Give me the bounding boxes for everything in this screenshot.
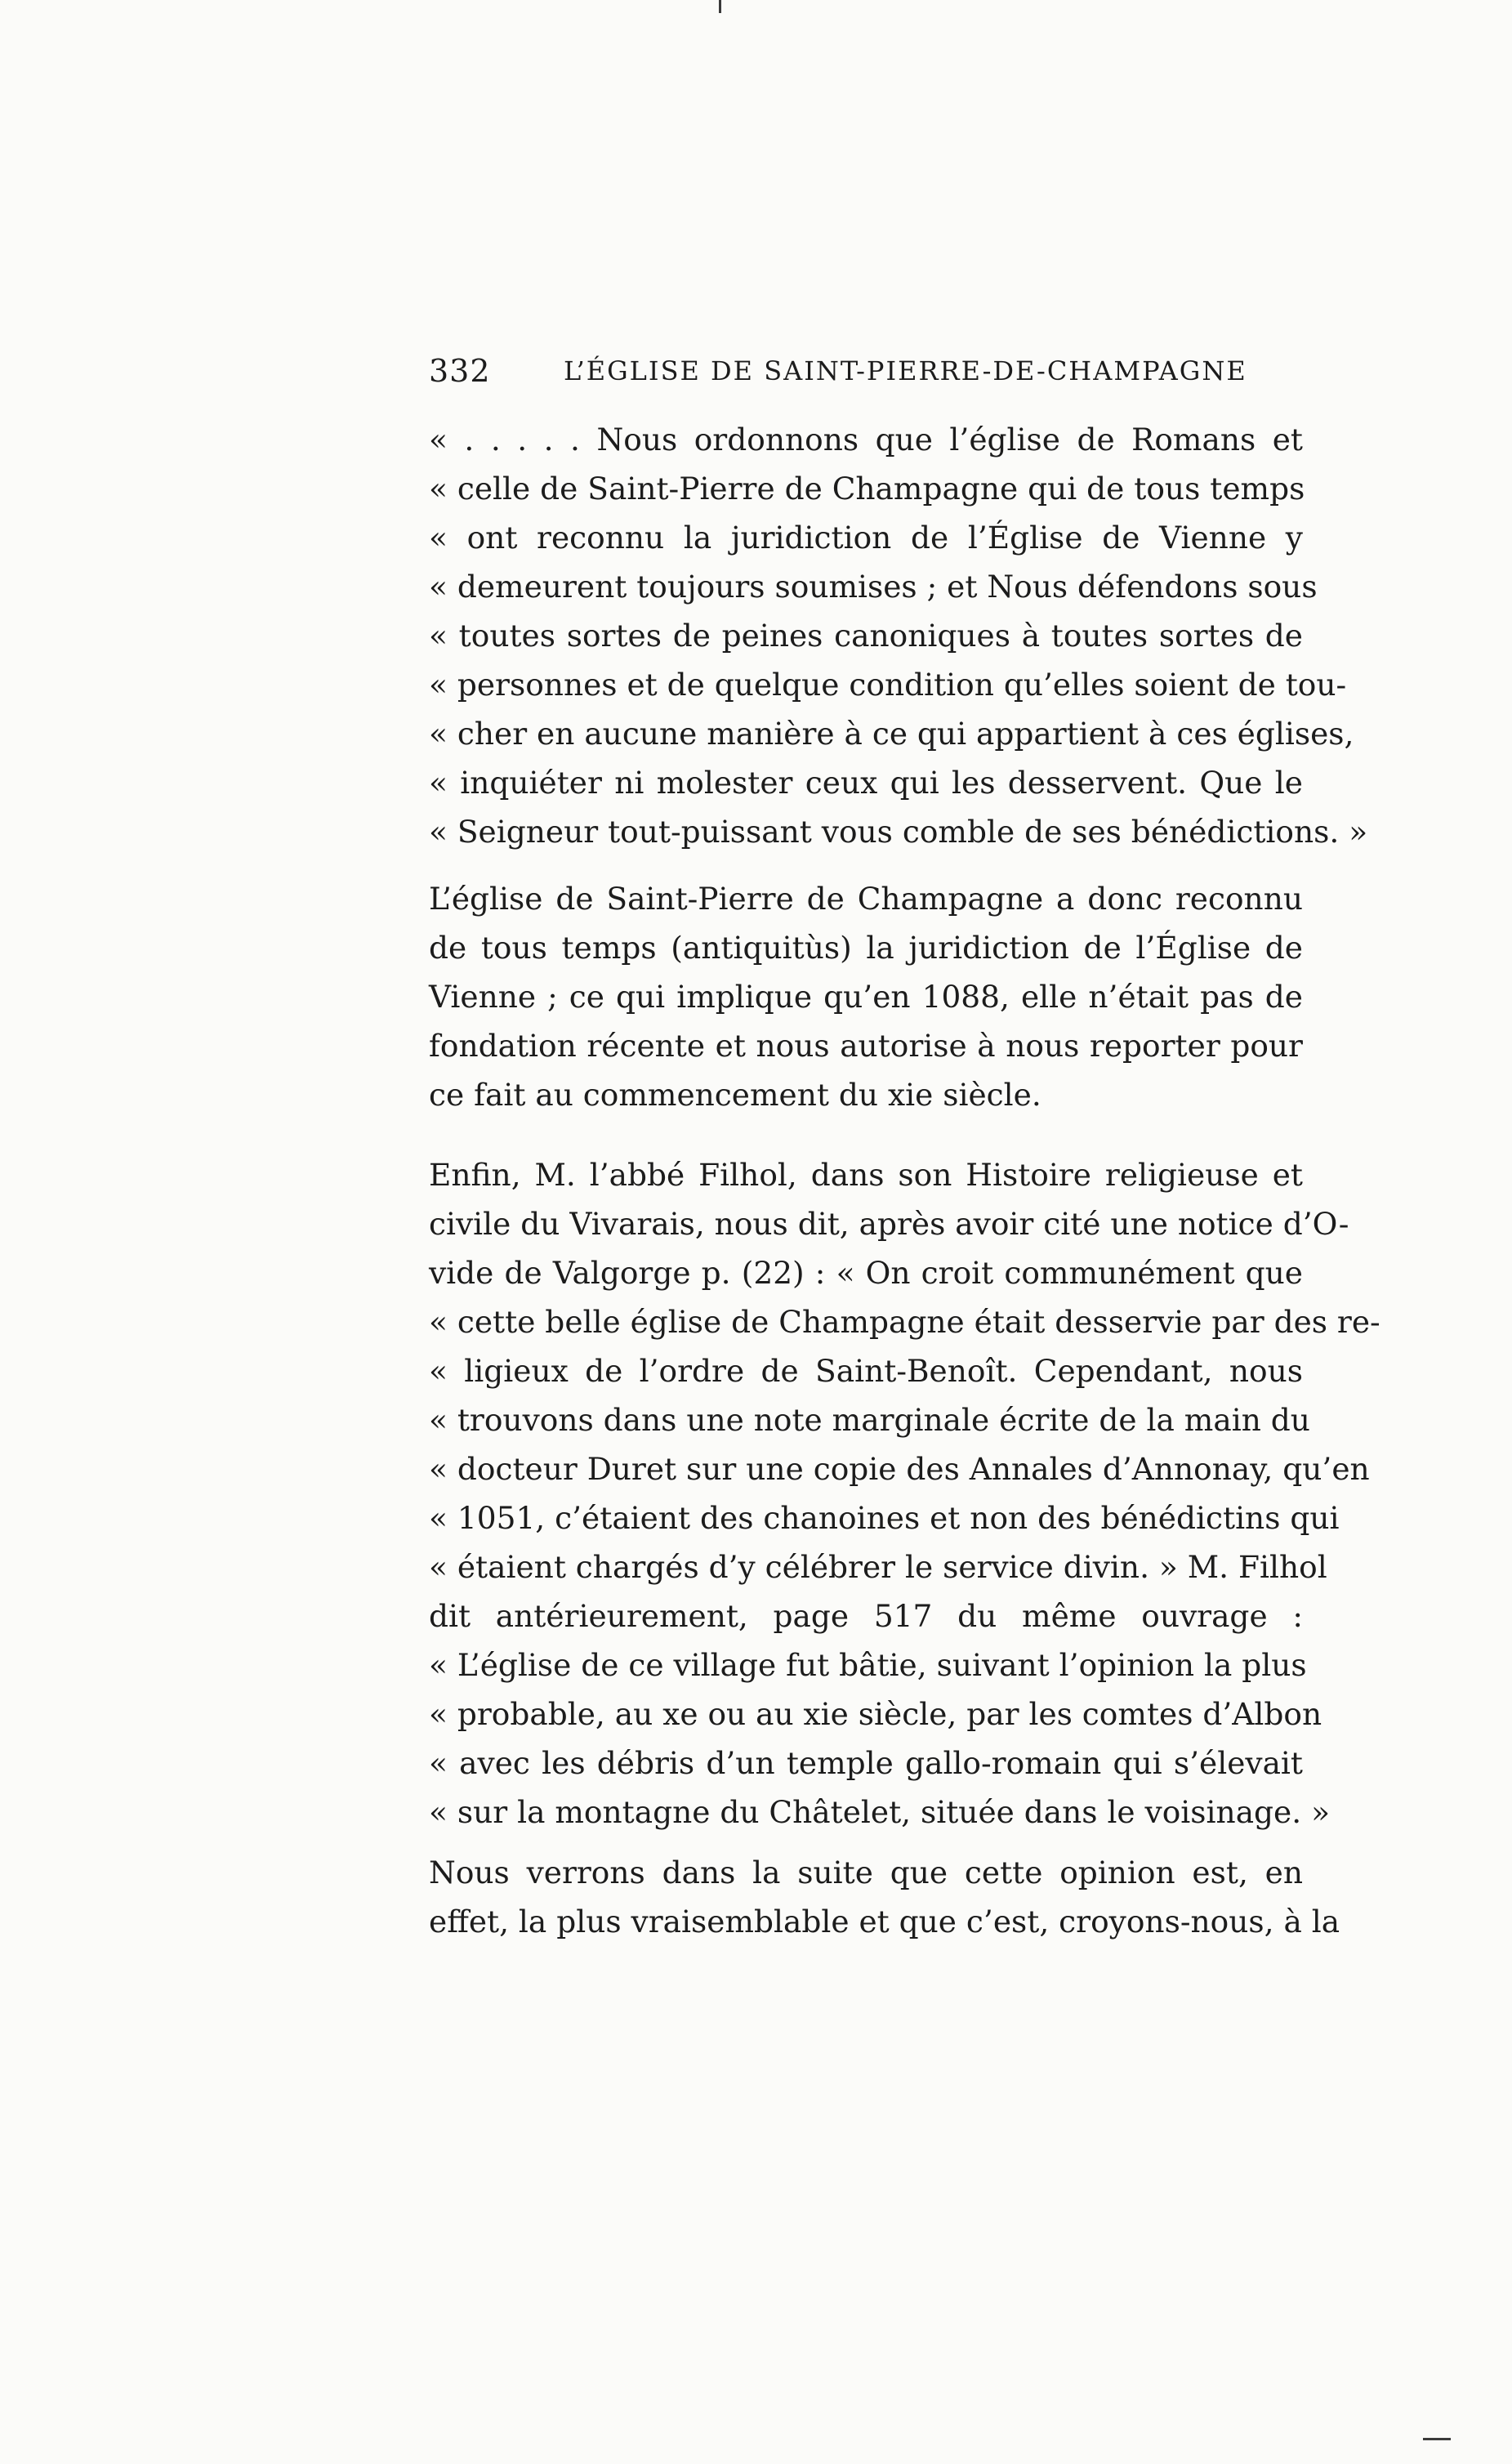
paragraph-papal-quote — [429, 415, 1368, 856]
page-number: 332 — [429, 353, 491, 389]
text-line: « ont reconnu la juridiction de l’Église de Vienne y — [429, 520, 1303, 556]
page-header — [429, 353, 1327, 394]
text-line: « cette belle église de Champagne était desservie par des re- — [429, 1304, 1380, 1340]
text-line: Enfin, M. l’abbé Filhol, dans son Histoire religieuse et — [429, 1157, 1303, 1193]
text-line: « toutes sortes de peines canoniques à toutes sortes de — [429, 618, 1303, 654]
text-line: « . . . . . Nous ordonnons que l’église de Romans et — [429, 422, 1303, 458]
text-line: Vienne ; ce qui implique qu’en 1088, elle n’était pas de — [429, 979, 1303, 1015]
text-line: « cher en aucune manière à ce qui appartient à ces églises, — [429, 716, 1354, 752]
text-line: « demeurent toujours soumises ; et Nous défendons sous — [429, 569, 1318, 605]
text-line: « sur la montagne du Châtelet, située dans le voisinage. » — [429, 1794, 1331, 1830]
running-title: L’ÉGLISE DE SAINT-PIERRE-DE-CHAMPAGNE — [564, 355, 1247, 386]
text-line: fondation récente et nous autorise à nous reporter pour — [429, 1028, 1303, 1064]
text-line: L’église de Saint-Pierre de Champagne a donc reconnu — [429, 881, 1303, 917]
text-line: « avec les débris d’un temple gallo-romain qui s’élevait — [429, 1745, 1303, 1781]
text-line: vide de Valgorge p. (22) : « On croit communément que — [429, 1255, 1303, 1291]
text-line: « docteur Duret sur une copie des Annales d’Annonay, qu’en — [429, 1451, 1370, 1487]
text-line: « L’église de ce village fut bâtie, suivant l’opinion la plus — [429, 1647, 1307, 1683]
text-line: civile du Vivarais, nous dit, après avoir cité une notice d’O- — [429, 1206, 1349, 1242]
text-line: « inquiéter ni molester ceux qui les desservent. Que le — [429, 765, 1303, 801]
scan-mark — [1423, 2438, 1451, 2440]
paragraph-jurisdiction — [429, 874, 1303, 1119]
paragraph-conclusion — [429, 1848, 1340, 1946]
text-line: « étaient chargés d’y célébrer le service divin. » M. Filhol — [429, 1549, 1327, 1585]
text-line: effet, la plus vraisemblable et que c’est, croyons-nous, à la — [429, 1904, 1340, 1940]
paragraph-filhol — [429, 1150, 1380, 1837]
text-line: « personnes et de quelque condition qu’elles soient de tou- — [429, 667, 1347, 703]
text-line: « 1051, c’étaient des chanoines et non des bénédictins qui — [429, 1500, 1340, 1536]
text-line: « ligieux de l’ordre de Saint-Benoît. Cependant, nous — [429, 1353, 1303, 1389]
text-line: Nous verrons dans la suite que cette opinion est, en — [429, 1855, 1303, 1890]
text-line: « Seigneur tout-puissant vous comble de ses bénédictions. » — [429, 814, 1368, 850]
text-line: « celle de Saint-Pierre de Champagne qui de tous temps — [429, 471, 1305, 507]
text-line: de tous temps (antiquitùs) la juridiction de l’Église de — [429, 930, 1303, 966]
text-line: « probable, au xe ou au xie siècle, par les comtes d’Albon — [429, 1696, 1322, 1732]
text-line: dit antérieurement, page 517 du même ouvrage : — [429, 1598, 1303, 1634]
text-line: « trouvons dans une note marginale écrite de la main du — [429, 1402, 1310, 1438]
scan-mark — [719, 0, 721, 13]
text-line: ce fait au commencement du xie siècle. — [429, 1077, 1041, 1113]
